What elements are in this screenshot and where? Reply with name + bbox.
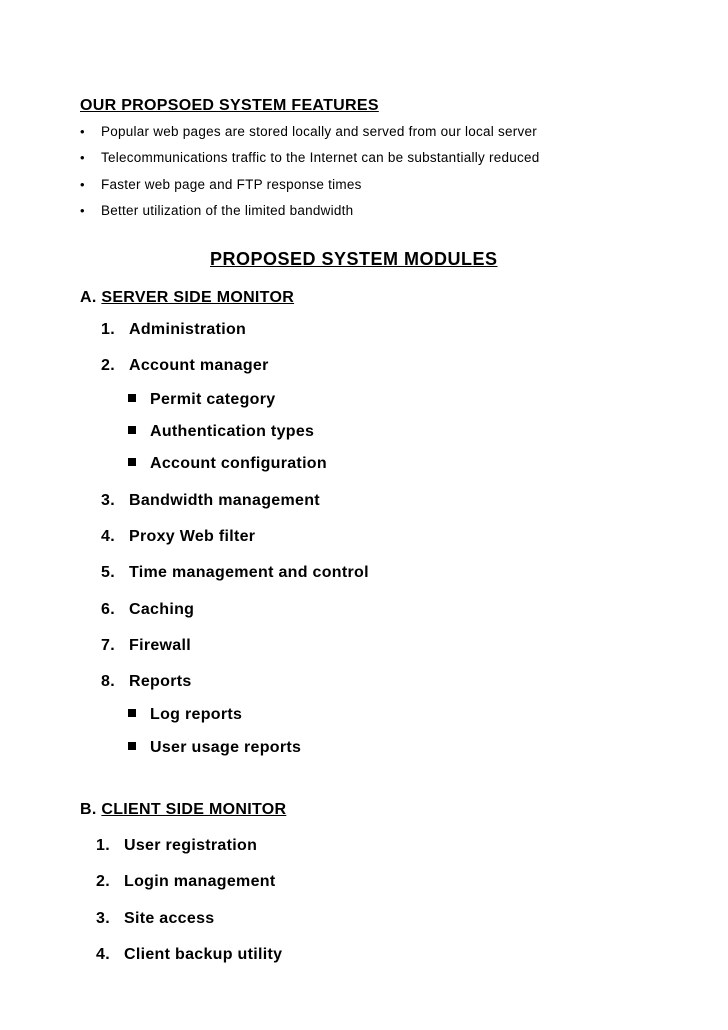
list-item [101,321,246,339]
client-section-heading [80,801,286,819]
list-item [96,946,282,964]
item-number: 7. [101,637,115,654]
list-item [101,673,192,691]
item-label: Bandwidth management [129,492,320,509]
item-label: Site access [124,910,215,927]
item-number: 8. [101,673,115,690]
square-bullet-icon [128,742,136,750]
item-label: Firewall [129,637,191,654]
section-prefix: B. [80,801,97,818]
bullet-icon: • [80,124,85,139]
sub-item-label: Permit category [150,391,276,408]
item-number: 2. [96,873,110,890]
list-item [96,910,214,928]
sub-list-item [128,391,275,409]
square-bullet-icon [128,426,136,434]
bullet-icon: • [80,203,85,218]
item-number: 3. [101,492,115,509]
feature-text: Faster web page and FTP response times [101,177,362,192]
feature-item [80,177,362,192]
list-item [101,492,320,510]
list-item [101,528,255,546]
feature-text: Popular web pages are stored locally and served from our local server [101,124,537,139]
list-item [96,873,275,891]
sub-list-item [128,423,314,441]
list-item [101,601,194,619]
list-item [101,564,369,582]
square-bullet-icon [128,458,136,466]
item-label: Reports [129,673,192,690]
item-label: Client backup utility [124,946,283,963]
item-number: 1. [96,837,110,854]
list-item [101,357,269,375]
sub-item-label: Account configuration [150,455,327,472]
square-bullet-icon [128,709,136,717]
sub-list-item [128,706,242,724]
item-number: 2. [101,357,115,374]
sub-item-label: Log reports [150,706,243,723]
modules-heading: PROPOSED SYSTEM MODULES [210,249,498,269]
features-heading: OUR PROPSOED SYSTEM FEATURES [80,97,379,114]
feature-item [80,124,537,139]
item-label: User registration [124,837,258,854]
section-title: CLIENT SIDE MONITOR [101,801,287,818]
feature-text: Better utilization of the limited bandwidth [101,203,354,218]
item-label: Account manager [129,357,269,374]
server-section-heading [80,289,294,307]
item-label: Caching [129,601,195,618]
item-label: Login management [124,873,276,890]
item-number: 4. [101,528,115,545]
bullet-icon: • [80,177,85,192]
feature-text: Telecommunications traffic to the Internet can be substantially reduced [101,150,540,165]
list-item [96,837,257,855]
item-label: Time management and control [129,564,369,581]
sub-list-item [128,739,301,757]
item-number: 6. [101,601,115,618]
section-prefix: A. [80,289,97,306]
feature-item [80,150,540,165]
item-label: Proxy Web filter [129,528,256,545]
item-number: 4. [96,946,110,963]
item-label: Administration [129,321,247,338]
sub-item-label: Authentication types [150,423,315,440]
square-bullet-icon [128,394,136,402]
item-number: 5. [101,564,115,581]
bullet-icon: • [80,150,85,165]
sub-item-label: User usage reports [150,739,302,756]
item-number: 3. [96,910,110,927]
item-number: 1. [101,321,115,338]
sub-list-item [128,455,327,473]
section-title: SERVER SIDE MONITOR [101,289,295,306]
list-item [101,637,191,655]
feature-item [80,203,353,218]
